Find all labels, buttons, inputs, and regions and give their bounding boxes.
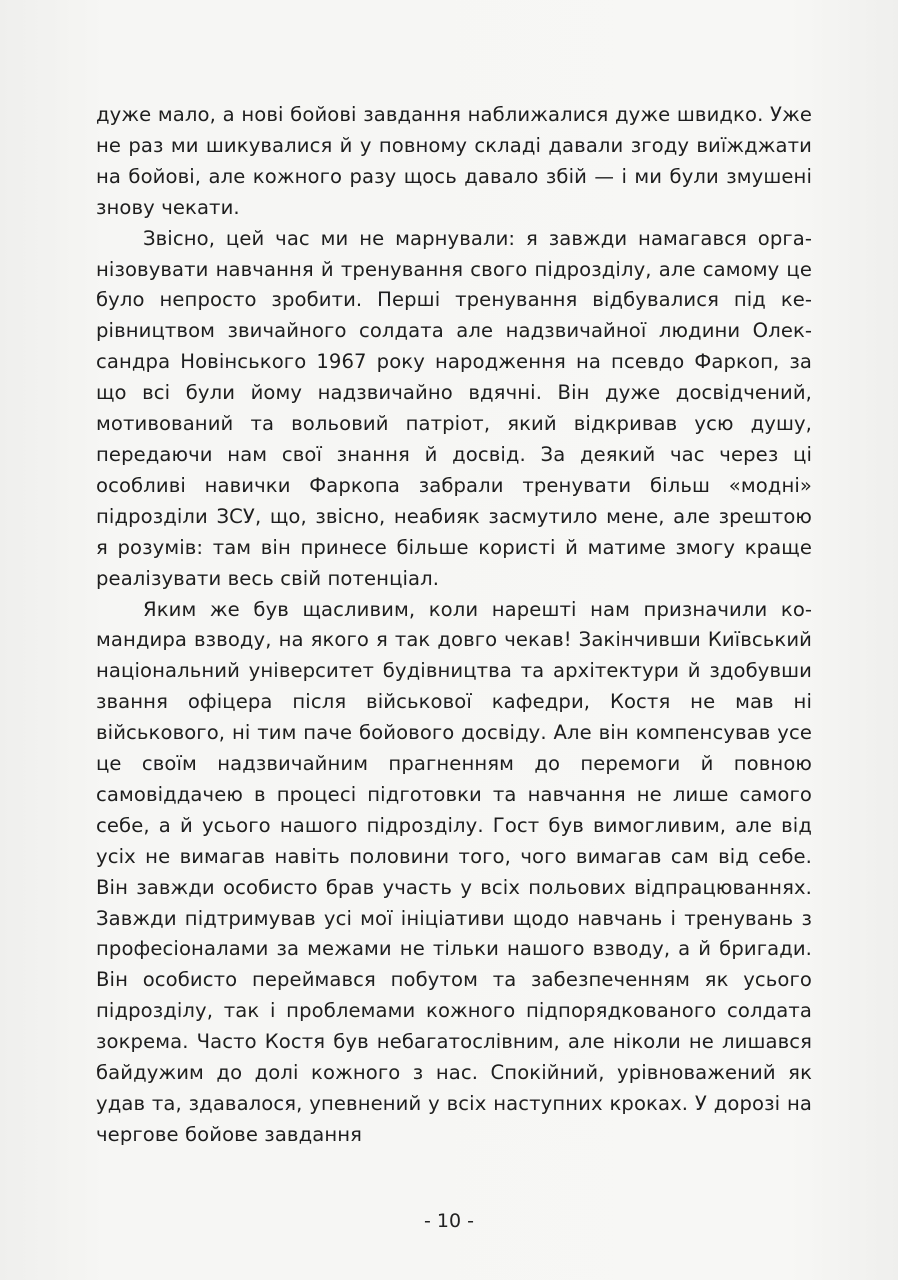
- paragraph-continuation: дуже мало, а нові бойові завдання наближалися дуже швидко. Уже не раз ми шикувалися й у повному складі давали згоду виїжджати на бойові, але кожного разу щось давало збій — і ми були змушені знову чекати.: [96, 103, 812, 219]
- paragraph-commander: Яким же був щасливим, коли нарешті нам призначили командира взводу, на якого я так довго чекав! Закінчивши Київський національний університет будівництва та архітектури й здобувши звання офіцера після військової кафедри, Костя не мав ні військового, ні тим паче бойового досвіду. Але він компенсував усе це своїм надзвичайним прагненням до перемоги й повною самовіддачею в процесі підготовки та навчання не лише самого себе, а й усього нашого підрозділу. Гост був вимогливим, але від усіх не вимагав навіть половини того, чого вимагав сам від себе. Він завжди особисто брав участь у всіх польових відпрацюваннях. Завжди підтримував усі мої ініціативи щодо навчань і тренувань з професіоналами за межами не тільки нашого взводу, а й бригади. Він особисто переймався побутом та забезпеченням як усього підрозділу, так і проблемами кожного підпорядкованого солдата зокрема. Часто Костя був небагатослівним, але ніколи не лишався байдужим до долі кожного з нас. Спокійний, урівноважений як удав та, здавалося, упевнений у всіх наступних кроках. У дорозі на чергове бойове завдання: [96, 597, 812, 1146]
- body-text: [96, 100, 812, 1151]
- paragraph-training: Звісно, цей час ми не марнували: я завжди намагався організовувати навчання й тренування свого підрозділу, але самому це було непросто зробити. Перші тренування відбувалися під керівництвом звичайного солдата але надзвичайної людини Олександра Новінського 1967 року народження на псевдо Фаркоп, за що всі були йому надзвичайно вдячні. Він дуже досвідчений, мотивований та вольовий патріот, який відкривав усю душу, передаючи нам свої знання й досвід. За деякий час через ці особливі навички Фаркопа забрали тренувати більш «модні» підрозділи ЗСУ, що, звісно, неабияк засмутило мене, але зрештою я розумів: там він принесе більше користі й матиме змогу краще реалізувати весь свій потенціал.: [96, 226, 812, 590]
- page-number: - 10 -: [424, 1210, 474, 1232]
